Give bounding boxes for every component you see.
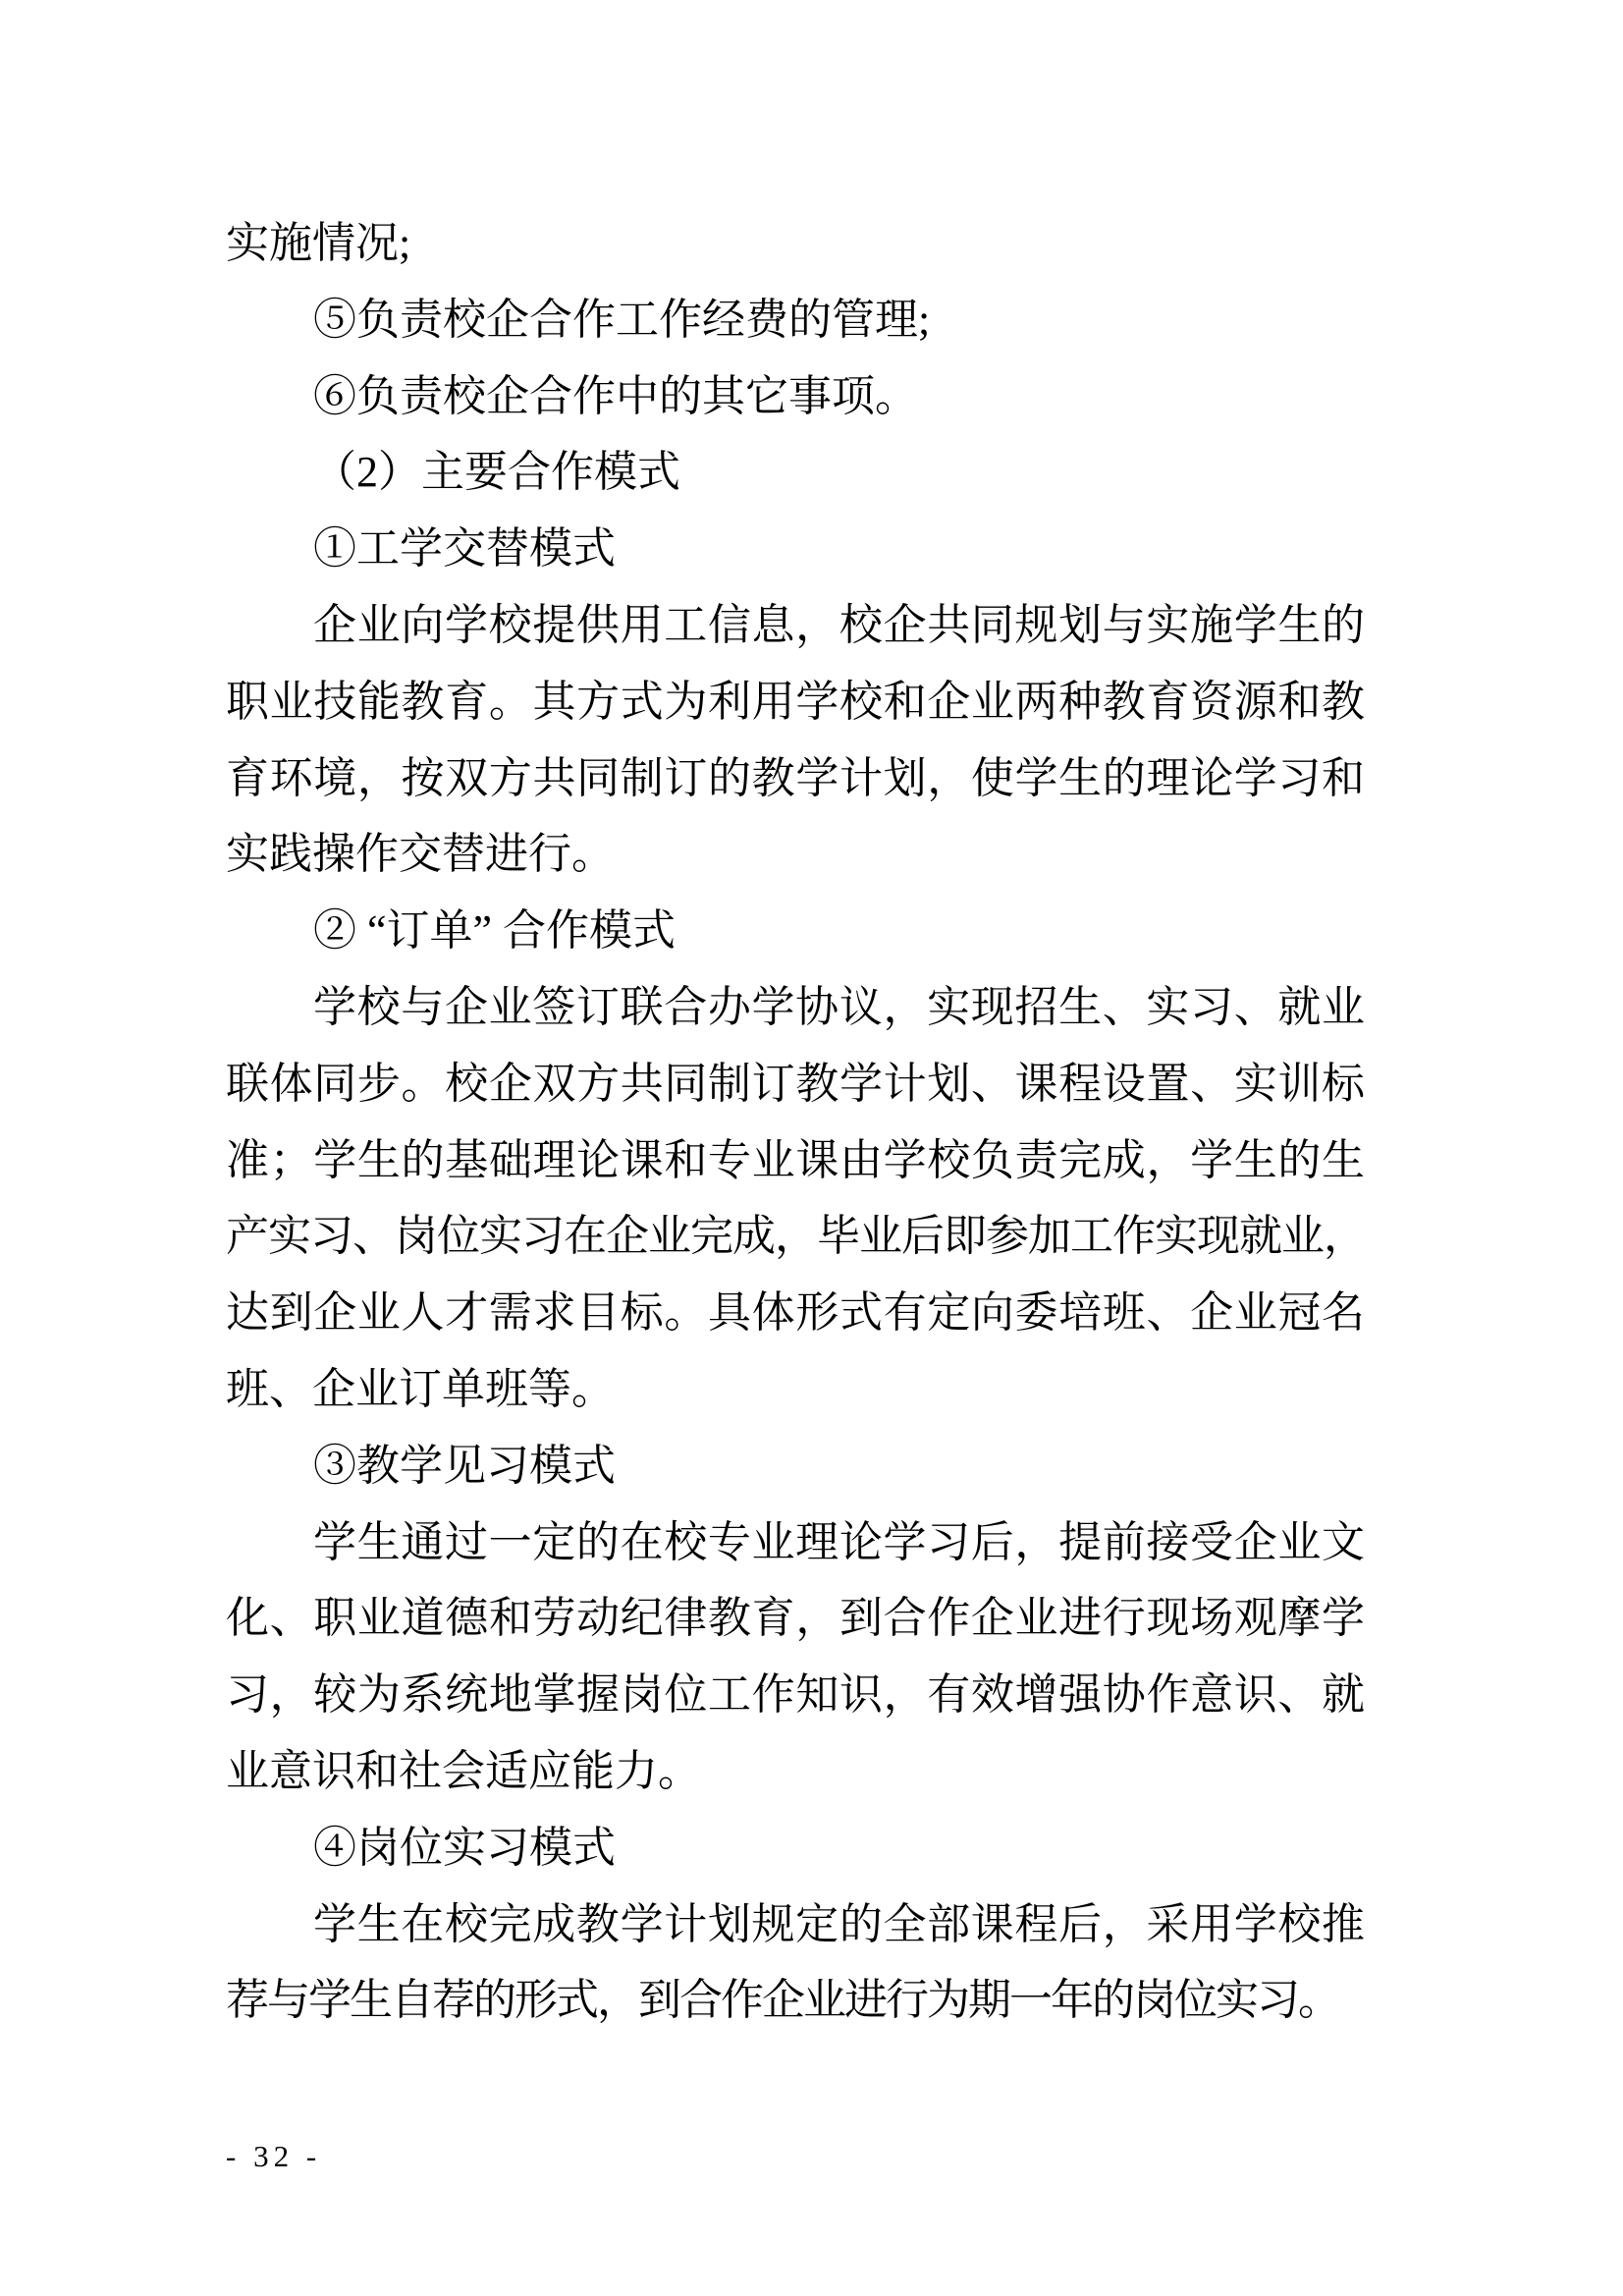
text-line: 化、职业道德和劳动纪律教育，到合作企业进行现场观摩学 [226, 1594, 1365, 1643]
text-line: ⑥负责校企合作中的其它事项。 [313, 371, 918, 420]
body-text [226, 205, 1365, 2039]
text-line: 准；学生的基础理论课和专业课由学校负责完成，学生的生 [226, 1135, 1365, 1184]
text-line: 学校与企业签订联合办学协议，实现招生、实习、就业 [313, 982, 1365, 1031]
text-line: 达到企业人才需求目标。具体形式有定向委培班、企业冠名 [226, 1288, 1365, 1338]
text-line: 产实习、岗位实习在企业完成，毕业后即参加工作实现就业， [226, 1212, 1365, 1261]
text-line: ④岗位实习模式 [313, 1823, 616, 1872]
text-line: ③教学见习模式 [313, 1441, 616, 1490]
text-line: 习，较为系统地掌握岗位工作知识，有效增强协作意识、就 [226, 1670, 1365, 1720]
text-line: 联体同步。校企双方共同制订教学计划、课程设置、实训标 [226, 1059, 1365, 1108]
text-line: 实践操作交替进行。 [226, 830, 615, 879]
text-line: （2）主要合作模式 [313, 448, 680, 497]
text-line: 学生在校完成教学计划规定的全部课程后，采用学校推 [313, 1899, 1365, 1948]
text-line: 荐与学生自荐的形式，到合作企业进行为期一年的岗位实习。 [226, 1976, 1339, 2025]
text-line: ② “订单” 合作模式 [313, 906, 676, 956]
text-line: 实施情况; [226, 219, 411, 267]
page-number: - 32 - [226, 2139, 322, 2173]
text-line: 职业技能教育。其方式为利用学校和企业两种教育资源和教 [226, 677, 1365, 726]
text-line: 育环境，按双方共同制订的教学计划，使学生的理论学习和 [226, 753, 1365, 802]
text-line: ⑤负责校企合作工作经费的管理; [313, 295, 931, 344]
text-line: 业意识和社会适应能力。 [226, 1746, 701, 1795]
text-line: ①工学交替模式 [313, 524, 616, 574]
text-line: 企业向学校提供用工信息，校企共同规划与实施学生的 [313, 600, 1365, 649]
text-line: 学生通过一定的在校专业理论学习后，提前接受企业文 [313, 1517, 1365, 1566]
text-line: 班、企业订单班等。 [226, 1364, 615, 1413]
